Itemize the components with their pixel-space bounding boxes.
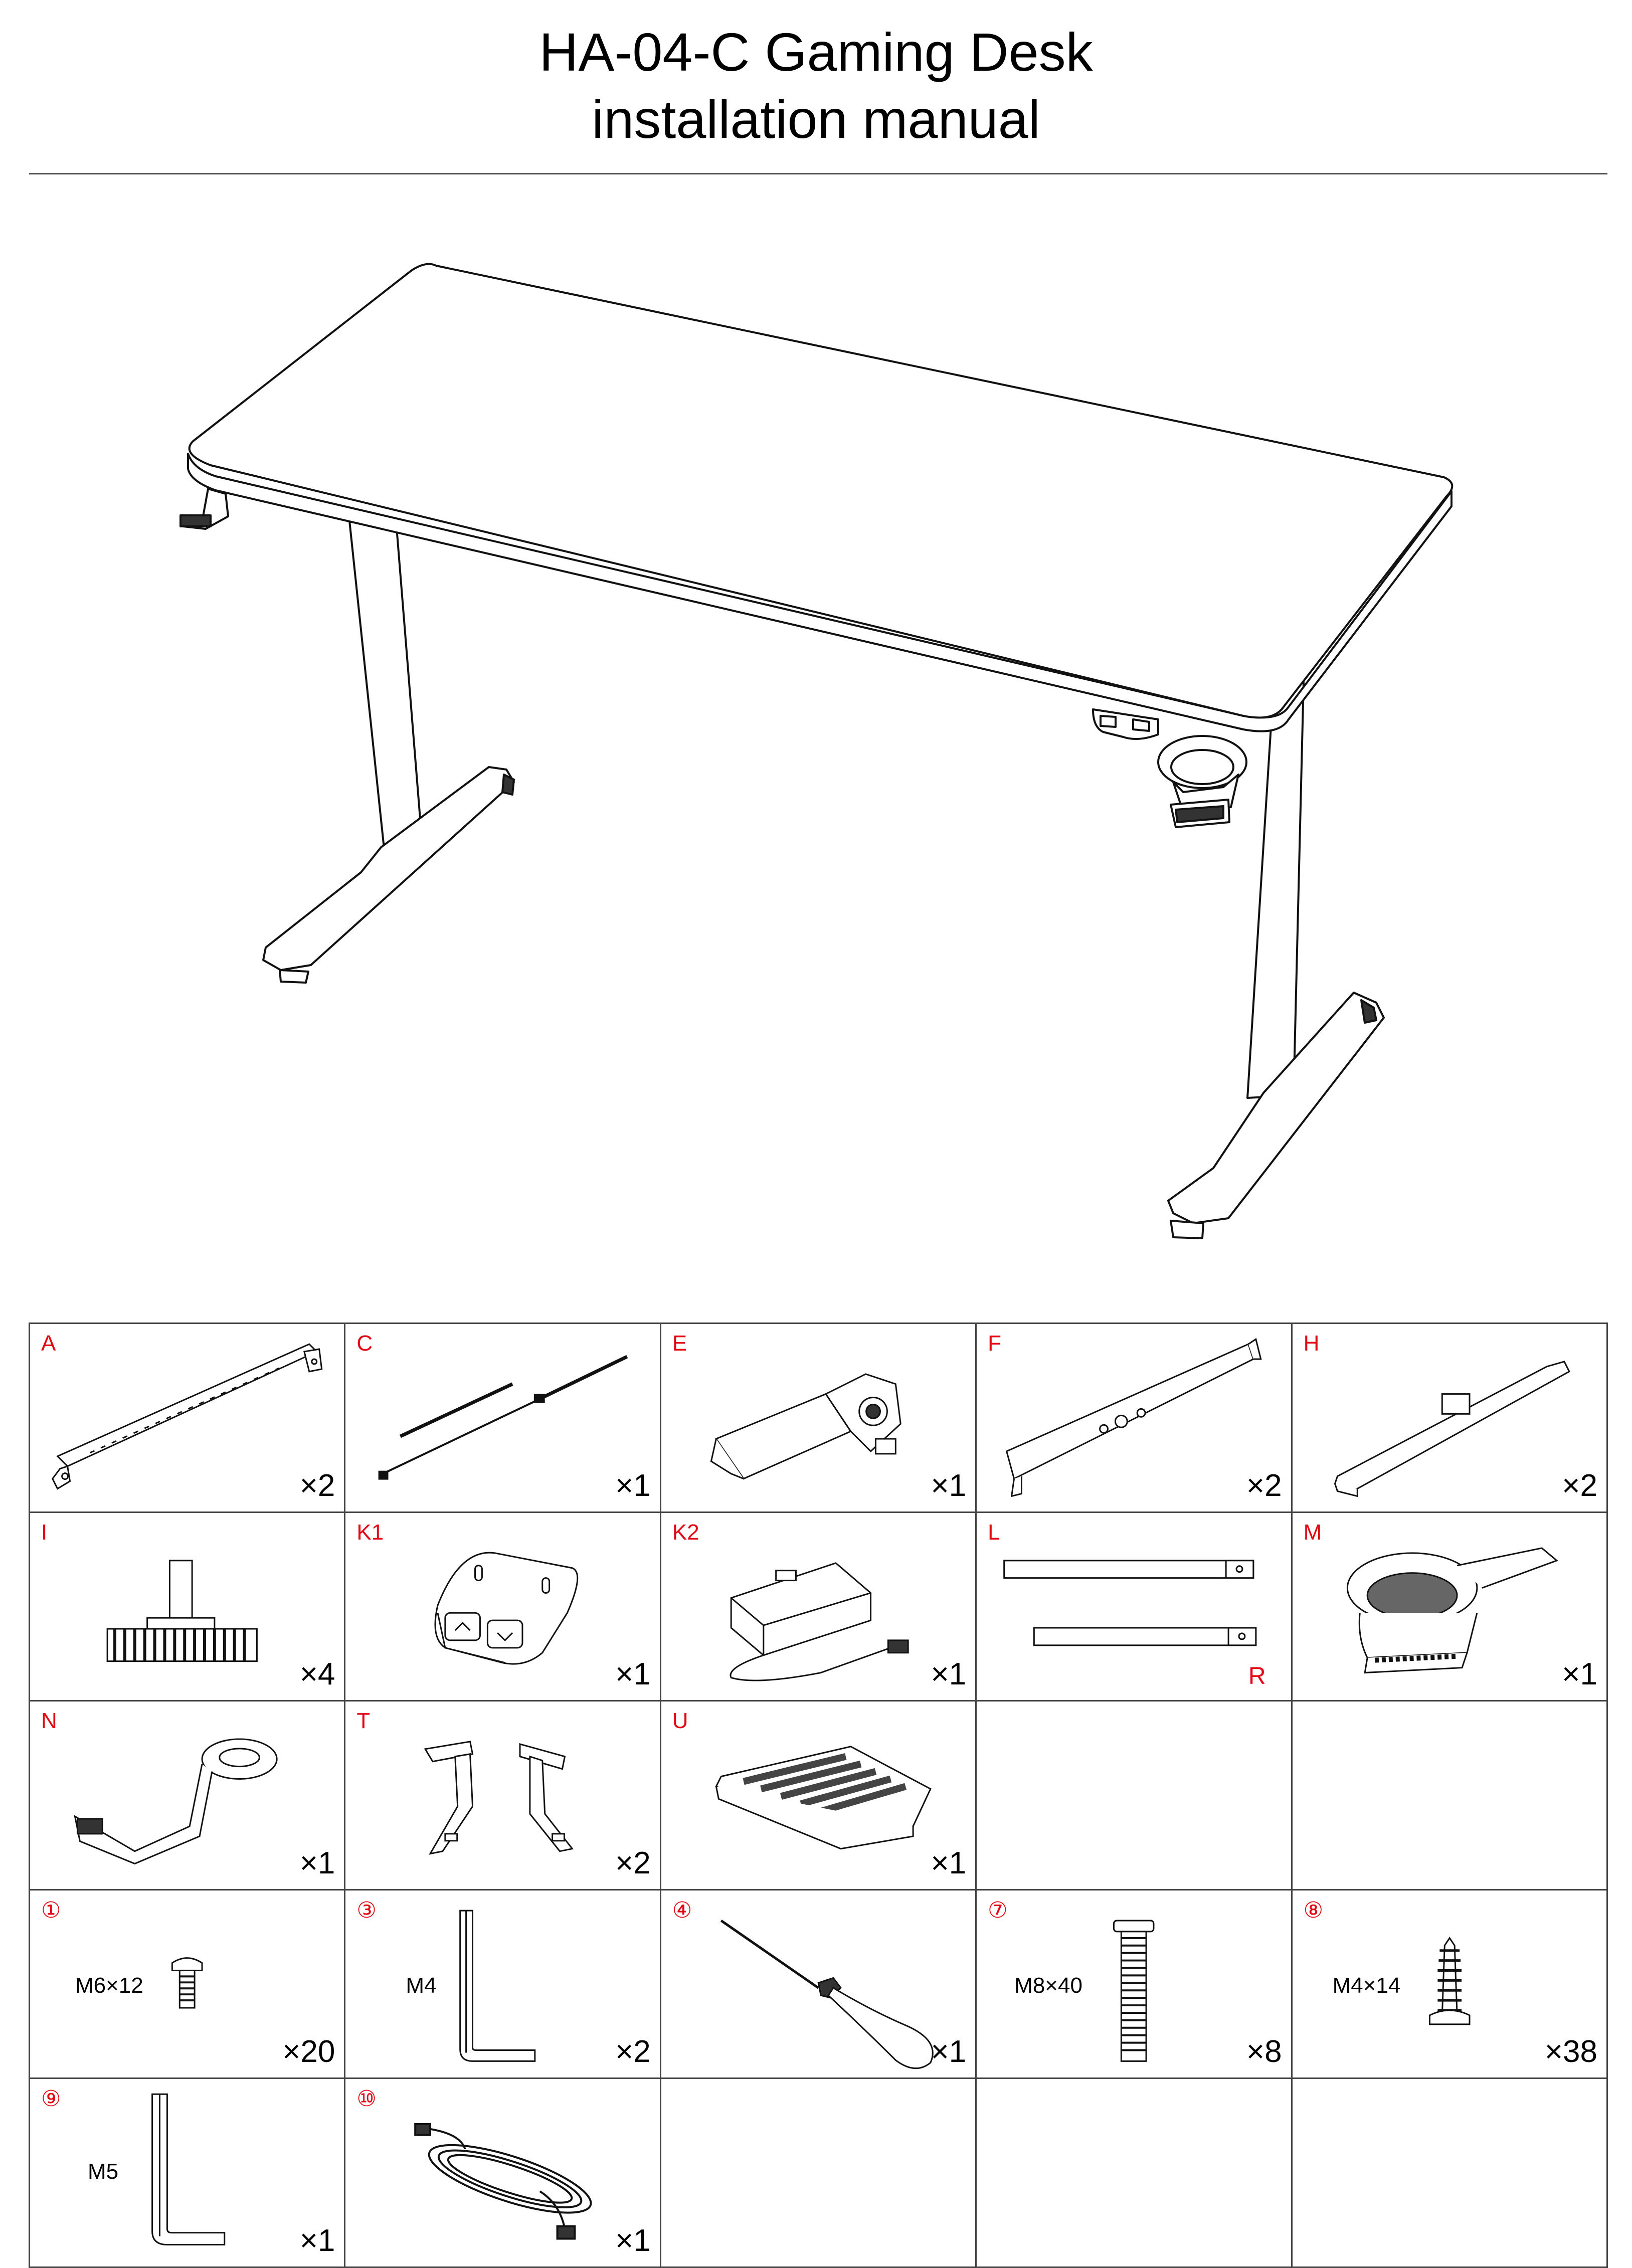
cup-holder-icon xyxy=(1293,1513,1606,1700)
part-quantity: ×2 xyxy=(1562,1468,1597,1503)
part-label: N xyxy=(41,1709,57,1734)
motor-icon xyxy=(661,1324,975,1511)
part-quantity: ×8 xyxy=(1246,2034,1282,2069)
part-spec: M8×40 xyxy=(1014,1973,1082,1998)
manual-title: HA-04-C Gaming Desk xyxy=(539,22,1093,82)
part-quantity: ×1 xyxy=(931,1468,967,1503)
part-cell-E xyxy=(660,1324,976,1513)
part-cell-8 xyxy=(1292,1889,1607,2078)
part-spec: M6×12 xyxy=(75,1973,143,1998)
part-side-marker: R xyxy=(1248,1663,1266,1690)
part-cell-1 xyxy=(30,1889,345,2078)
assembled-desk-illustration xyxy=(0,180,1632,1283)
parts-row-1 xyxy=(30,1324,1607,1513)
part-cell-C xyxy=(345,1324,660,1513)
part-cell-T xyxy=(345,1701,660,1890)
parts-row-2 xyxy=(30,1512,1607,1701)
part-spec: M4×14 xyxy=(1332,1973,1401,1998)
part-label: ③ xyxy=(356,1898,377,1923)
parts-row-3 xyxy=(30,1701,1607,1890)
part-cell-N xyxy=(30,1701,345,1890)
part-cell-U xyxy=(660,1701,976,1890)
top-bracket-icon xyxy=(977,1324,1291,1511)
part-cell-M xyxy=(1292,1512,1607,1701)
part-label: H xyxy=(1303,1331,1320,1356)
part-quantity: ×1 xyxy=(931,2034,967,2069)
part-quantity: ×2 xyxy=(615,1845,651,1880)
part-spec: M4 xyxy=(406,1973,437,1998)
bolt-icon xyxy=(977,1891,1291,2078)
part-label: K2 xyxy=(672,1520,699,1545)
drive-rod-icon xyxy=(345,1324,659,1511)
control-box-icon xyxy=(661,1513,975,1700)
part-label: ④ xyxy=(672,1898,692,1923)
part-quantity: ×1 xyxy=(615,1468,651,1503)
parts-row-4 xyxy=(30,1889,1607,2078)
part-quantity: ×2 xyxy=(615,2034,651,2069)
part-cell-10 xyxy=(345,2078,660,2267)
part-label: ⑧ xyxy=(1303,1898,1324,1923)
header-divider xyxy=(29,173,1607,174)
part-cell-9 xyxy=(30,2078,345,2267)
manual-subtitle: installation manual xyxy=(592,89,1040,149)
part-cell-empty xyxy=(660,2078,976,2267)
part-quantity: ×1 xyxy=(299,1845,335,1880)
t-brackets-icon xyxy=(345,1702,659,1889)
part-quantity: ×1 xyxy=(615,2223,651,2258)
part-cell-empty xyxy=(976,2078,1292,2267)
part-cell-3 xyxy=(345,1889,660,2078)
screwdriver-icon xyxy=(661,1891,975,2078)
part-quantity: ×2 xyxy=(299,1468,335,1503)
part-label: C xyxy=(356,1331,373,1356)
part-label: E xyxy=(672,1331,687,1356)
allen-key-icon xyxy=(345,1891,659,2078)
part-label: M xyxy=(1303,1520,1322,1545)
part-quantity: ×38 xyxy=(1544,2034,1597,2069)
part-cell-I xyxy=(30,1512,345,1701)
part-quantity: ×1 xyxy=(299,2223,335,2258)
part-cell-4 xyxy=(660,1889,976,2078)
part-label: K1 xyxy=(356,1520,384,1545)
part-cell-F xyxy=(976,1324,1292,1513)
cable-tray-icon xyxy=(661,1702,975,1889)
part-cell-A xyxy=(30,1324,345,1513)
part-cell-empty xyxy=(1292,1701,1607,1890)
part-quantity: ×4 xyxy=(299,1657,335,1692)
part-cell-empty xyxy=(1292,2078,1607,2267)
part-cell-empty xyxy=(976,1701,1292,1890)
part-quantity: ×20 xyxy=(282,2034,335,2069)
part-cell-7 xyxy=(976,1889,1292,2078)
part-cell-K1 xyxy=(345,1512,660,1701)
legs-icon xyxy=(977,1513,1291,1700)
part-label: U xyxy=(672,1709,688,1734)
part-label: ⑨ xyxy=(41,2087,61,2112)
foot-icon xyxy=(1293,1324,1606,1511)
part-label: T xyxy=(356,1709,371,1734)
hand-controller-icon xyxy=(345,1513,659,1700)
headphone-hook-icon xyxy=(30,1702,344,1889)
leveling-foot-icon xyxy=(30,1513,344,1700)
part-quantity: ×1 xyxy=(1562,1657,1597,1692)
part-label: ⑦ xyxy=(988,1898,1008,1923)
part-label: I xyxy=(41,1520,48,1545)
part-spec: M5 xyxy=(88,2159,119,2184)
part-label: ⑩ xyxy=(356,2087,377,2112)
part-quantity: ×2 xyxy=(1246,1468,1282,1503)
part-label: ① xyxy=(41,1898,61,1923)
part-quantity: ×1 xyxy=(931,1845,967,1880)
part-label: A xyxy=(41,1331,56,1356)
crossbeam-icon xyxy=(30,1324,344,1511)
parts-row-5 xyxy=(30,2078,1607,2267)
part-label: L xyxy=(988,1520,1000,1545)
part-cell-K2 xyxy=(660,1512,976,1701)
part-label: F xyxy=(988,1331,1002,1356)
parts-list-table xyxy=(29,1322,1608,2268)
part-cell-L xyxy=(976,1512,1292,1701)
part-quantity: ×1 xyxy=(615,1657,651,1692)
part-cell-H xyxy=(1292,1324,1607,1513)
part-quantity: ×1 xyxy=(931,1657,967,1692)
allen-key-icon xyxy=(30,2079,344,2266)
power-cord-icon xyxy=(345,2079,659,2266)
